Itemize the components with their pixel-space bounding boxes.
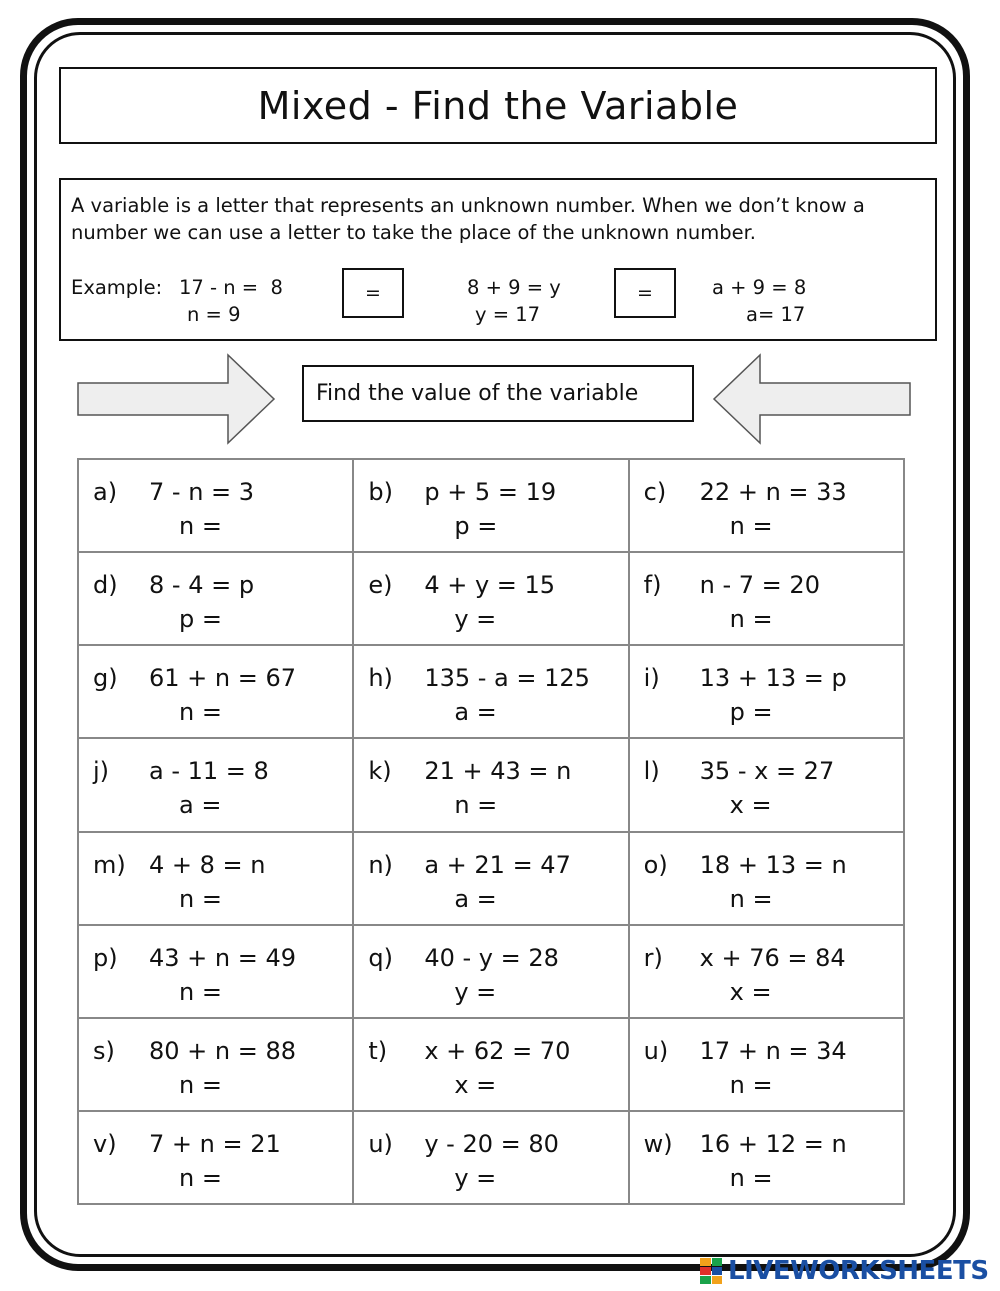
- intro-box: [59, 178, 937, 341]
- problem-label: n): [368, 850, 393, 879]
- answer-prompt: a =: [179, 791, 222, 820]
- answer-prompt: n =: [179, 884, 222, 913]
- brand-name: LIVEWORKSHEETS: [728, 1256, 989, 1286]
- problem-equation: 7 + n = 21: [149, 1129, 281, 1158]
- equals-sign: =: [365, 282, 381, 304]
- problem-equation: 13 + 13 = p: [699, 664, 847, 693]
- answer-prompt: n =: [729, 1163, 773, 1192]
- brand-logo-icon: [700, 1258, 722, 1284]
- problem-label: c): [643, 478, 667, 506]
- problem-cell: [79, 646, 354, 739]
- problem-equation: 4 + 8 = n: [149, 850, 266, 879]
- problem-cell: [354, 926, 629, 1019]
- answer-prompt: n =: [179, 698, 222, 727]
- answer-prompt: p =: [179, 605, 222, 634]
- problem-label: o): [643, 850, 668, 879]
- problem-cell: [354, 1112, 629, 1205]
- problem-cell: [630, 1019, 905, 1112]
- equals-box-2: [614, 268, 676, 318]
- answer-prompt: x =: [454, 1070, 497, 1099]
- problem-cell: [354, 646, 629, 739]
- problem-label: p): [93, 943, 118, 972]
- answer-prompt: y =: [454, 605, 497, 634]
- brand-watermark: [700, 1256, 989, 1286]
- problem-label: d): [93, 571, 118, 600]
- example-2-equation: 8 + 9 = y: [467, 276, 561, 299]
- problem-cell: [630, 926, 905, 1019]
- example-1-equation: 17 - n = 8: [179, 276, 283, 299]
- problem-cell: [630, 1112, 905, 1205]
- problem-cell: [79, 553, 354, 646]
- problem-label: g): [93, 664, 118, 693]
- answer-prompt: a =: [454, 884, 497, 913]
- problem-equation: 40 - y = 28: [424, 943, 559, 972]
- answer-prompt: x =: [729, 977, 772, 1006]
- problem-label: b): [368, 478, 393, 506]
- example-3-answer: a= 17: [746, 303, 806, 326]
- answer-prompt: n =: [729, 884, 773, 913]
- problem-label: l): [643, 757, 660, 786]
- problem-equation: 135 - a = 125: [424, 664, 590, 693]
- equals-box-1: [342, 268, 404, 318]
- answer-prompt: x =: [729, 791, 772, 820]
- answer-prompt: n =: [179, 977, 222, 1006]
- problem-cell: [630, 646, 905, 739]
- problem-cell: [79, 926, 354, 1019]
- example-label: Example:: [71, 276, 163, 299]
- problem-equation: 17 + n = 34: [699, 1036, 847, 1065]
- problem-label: i): [643, 664, 660, 693]
- arrow-left-icon: [712, 353, 912, 445]
- problem-cell: [354, 1019, 629, 1112]
- problem-cell: [630, 460, 905, 553]
- problem-equation: a + 21 = 47: [424, 850, 571, 879]
- problem-cell: [79, 833, 354, 926]
- problem-label: m): [93, 850, 126, 879]
- answer-prompt: n =: [179, 512, 222, 540]
- answer-prompt: n =: [729, 1070, 773, 1099]
- problem-equation: 43 + n = 49: [149, 943, 297, 972]
- problem-label: w): [643, 1129, 673, 1158]
- example-1-answer: n = 9: [187, 303, 241, 326]
- problem-equation: 22 + n = 33: [699, 478, 847, 506]
- problem-equation: x + 62 = 70: [424, 1036, 571, 1065]
- problem-label: s): [93, 1036, 115, 1065]
- problem-label: r): [643, 943, 663, 972]
- answer-prompt: p =: [454, 512, 498, 540]
- arrow-right-icon: [76, 353, 276, 445]
- problem-equation: p + 5 = 19: [424, 478, 557, 506]
- problem-label: j): [93, 757, 110, 786]
- problem-equation: n - 7 = 20: [699, 571, 820, 600]
- instruction-box: [302, 365, 694, 422]
- intro-text: A variable is a letter that represents an unknown number. When we don’t know a number we can use a letter to take the place of the unknown number.: [71, 194, 865, 244]
- answer-prompt: y =: [454, 1163, 497, 1192]
- problem-equation: 8 - 4 = p: [149, 571, 255, 600]
- problem-cell: [354, 553, 629, 646]
- problem-cell: [630, 833, 905, 926]
- problem-cell: [354, 833, 629, 926]
- problem-label: k): [368, 757, 392, 786]
- instruction-text: Find the value of the variable: [316, 381, 639, 406]
- problem-cell: [79, 460, 354, 553]
- title-box: [59, 67, 937, 144]
- answer-prompt: n =: [179, 1163, 222, 1192]
- problem-cell: [79, 1019, 354, 1112]
- answer-prompt: n =: [179, 1070, 222, 1099]
- answer-prompt: n =: [454, 791, 498, 820]
- example-3-equation: a + 9 = 8: [712, 276, 807, 299]
- problem-cell: [630, 553, 905, 646]
- problem-equation: 21 + 43 = n: [424, 757, 572, 786]
- problem-label: v): [93, 1129, 117, 1158]
- problem-cell: [79, 739, 354, 832]
- problem-label: e): [368, 571, 393, 600]
- problem-equation: 18 + 13 = n: [699, 850, 847, 879]
- answer-prompt: n =: [729, 512, 773, 540]
- problem-equation: a - 11 = 8: [149, 757, 269, 786]
- problem-label: t): [368, 1036, 388, 1065]
- problem-label: q): [368, 943, 393, 972]
- problem-equation: x + 76 = 84: [699, 943, 846, 972]
- answer-prompt: n =: [729, 605, 773, 634]
- answer-prompt: p =: [729, 698, 773, 727]
- problem-label: f): [643, 571, 662, 600]
- problem-cell: [354, 739, 629, 832]
- answer-prompt: a =: [454, 698, 497, 727]
- answer-prompt: y =: [454, 977, 497, 1006]
- problem-equation: 61 + n = 67: [149, 664, 297, 693]
- example-2-answer: y = 17: [475, 303, 541, 326]
- problem-equation: y - 20 = 80: [424, 1129, 559, 1158]
- problem-cell: [630, 739, 905, 832]
- page-title: Mixed - Find the Variable: [257, 83, 739, 128]
- problem-equation: 7 - n = 3: [149, 478, 255, 506]
- problem-label: a): [93, 478, 118, 506]
- problem-equation: 16 + 12 = n: [699, 1129, 847, 1158]
- problem-label: u): [368, 1129, 393, 1158]
- problem-equation: 80 + n = 88: [149, 1036, 297, 1065]
- equals-sign: =: [637, 282, 653, 304]
- problem-cell: [354, 460, 629, 553]
- problem-grid: [77, 458, 905, 1205]
- problem-equation: 4 + y = 15: [424, 571, 556, 600]
- problem-label: u): [643, 1036, 669, 1065]
- problem-equation: 35 - x = 27: [699, 757, 835, 786]
- problem-label: h): [368, 664, 393, 693]
- problem-cell: [79, 1112, 354, 1205]
